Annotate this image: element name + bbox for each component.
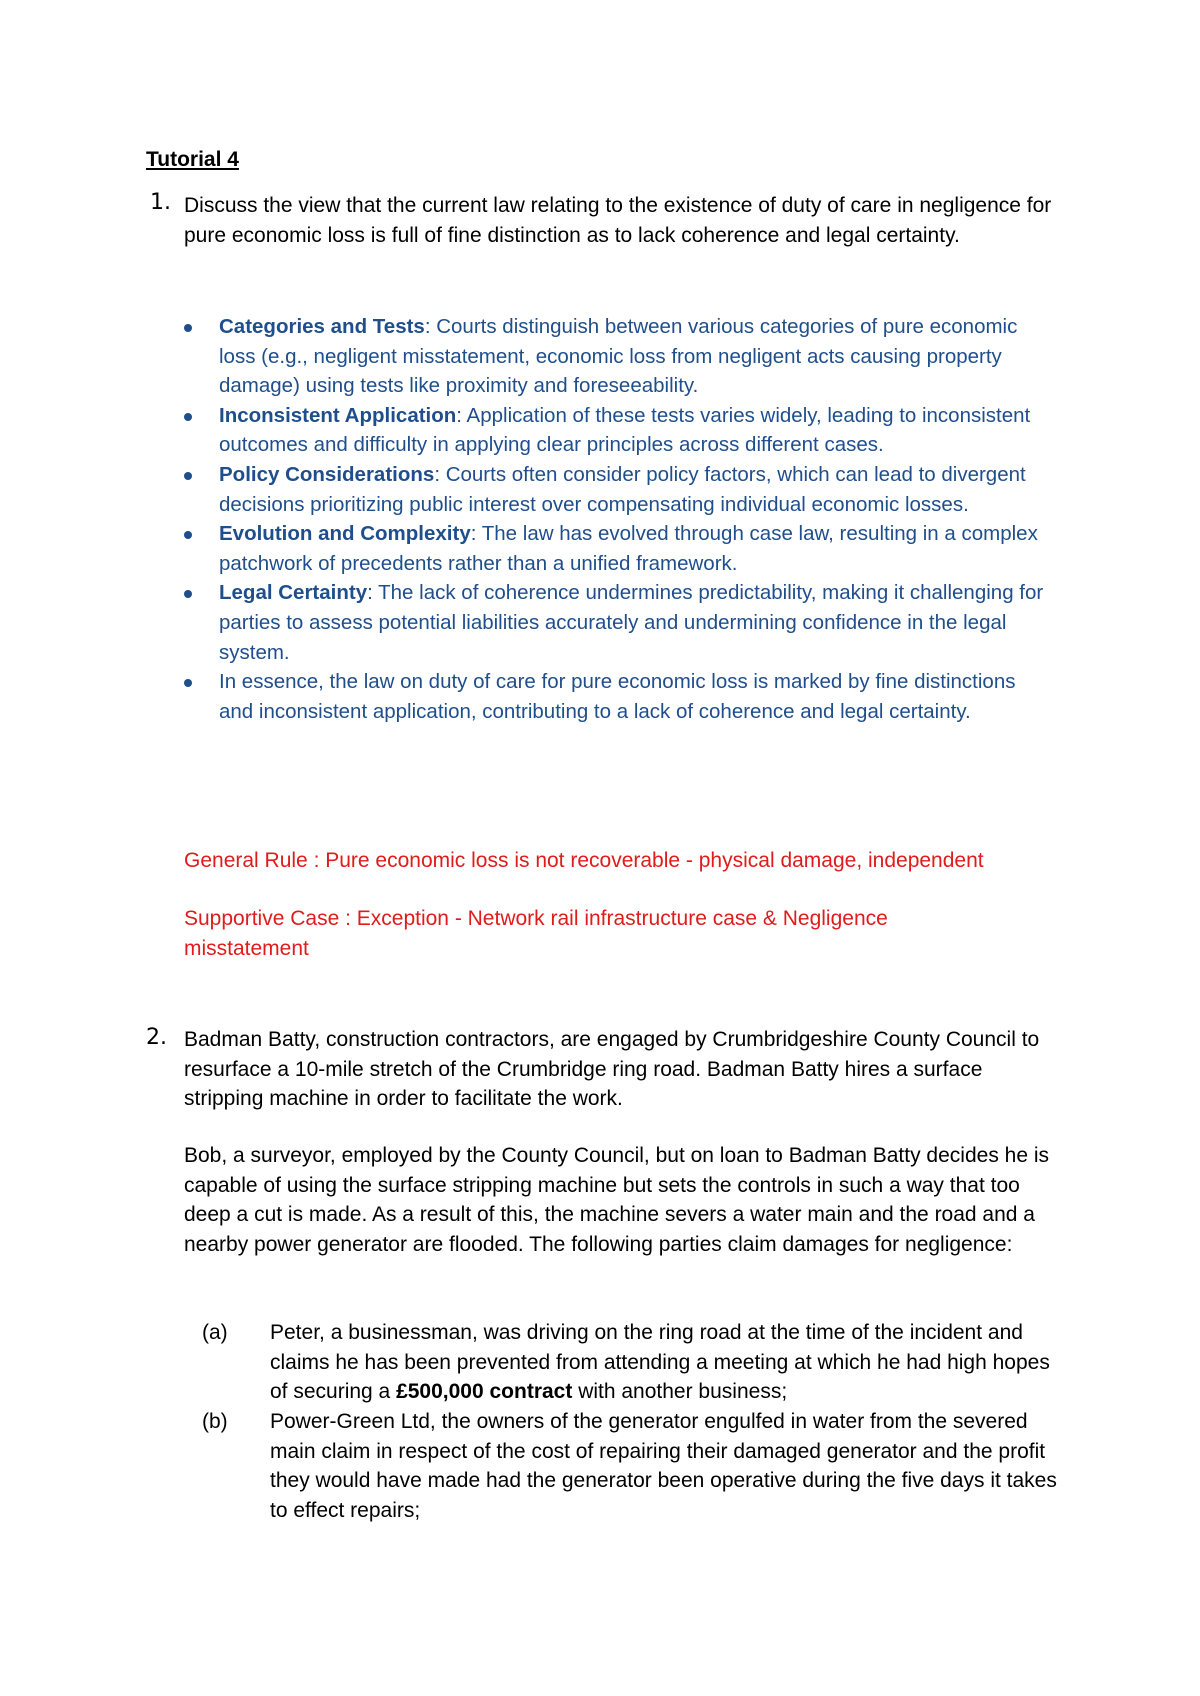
bullet-heading: Evolution and Complexity xyxy=(219,522,471,546)
sub-question-a xyxy=(202,1318,1062,1408)
bullet-text: : Courts often consider policy factors, which can lead to divergent decisions prioritizing public interest over compensating individual economic losses. xyxy=(219,462,1026,516)
bullet-icon xyxy=(184,531,192,539)
bullet-text: : The lack of coherence undermines predictability, making it challenging for parties to assess potential liabilities accurately and undermining confidence in the legal system. xyxy=(219,581,1044,664)
sub-question-label: (a) xyxy=(202,1321,228,1344)
bullet-icon xyxy=(184,472,192,480)
bullet-text: : Application of these tests varies widely, leading to inconsistent outcomes and difficulty in applying clear principles across different cases. xyxy=(219,403,1031,457)
bullet-text: : The law has evolved through case law, resulting in a complex patchwork of precedents rather than a unified framework. xyxy=(219,522,1038,575)
sub-question-a-text: Peter, a businessman, was driving on the ring road at the time of the incident and claims he has been prevented from attending a meeting at which he had high hopes of securing a xyxy=(270,1321,1050,1403)
page-title: Tutorial 4 xyxy=(146,148,239,171)
supportive-case-note: Supportive Case : Exception - Network rail infrastructure case & Negligence misstatement xyxy=(184,907,888,960)
contract-amount: £500,000 contract xyxy=(396,1380,573,1403)
bullet-item xyxy=(184,401,1044,460)
bullet-heading: Policy Considerations xyxy=(219,462,435,486)
bullet-text: : Courts distinguish between various categories of pure economic loss (e.g., negligent misstatement, economic loss from negligent acts causing property damage) using tests like proximity and foreseeability. xyxy=(219,315,1018,398)
bullet-icon xyxy=(184,590,192,598)
bullet-text: In essence, the law on duty of care for pure economic loss is marked by fine distinctions and inconsistent application, contributing to a lack of coherence and legal certainty. xyxy=(219,670,1016,723)
general-rule-note: General Rule : Pure economic loss is not recoverable - physical damage, independent xyxy=(184,849,984,872)
bullet-heading: Inconsistent Application xyxy=(219,403,457,427)
bullet-item xyxy=(184,519,1044,578)
question-1-bullet-list xyxy=(184,312,1044,726)
bullet-icon xyxy=(184,413,192,421)
question-2-intro: Badman Batty, construction contractors, are engaged by Crumbridgeshire County Council to resurface a 10-mile stretch of the Crumbridge ring road. Badman Batty hires a surface stripping machine in order to facilitate the work. xyxy=(184,1028,1040,1110)
bullet-item xyxy=(184,312,1044,401)
bullet-item xyxy=(184,460,1044,519)
question-1-text: Discuss the view that the current law relating to the existence of duty of care in negligence for pure economic loss is full of fine distinction as to lack coherence and legal certainty. xyxy=(184,194,1052,247)
bullet-heading: Categories and Tests xyxy=(219,315,425,338)
sub-question-text xyxy=(270,1318,1060,1407)
question-1-number: 1. xyxy=(150,190,171,215)
sub-question-label: (b) xyxy=(202,1410,228,1433)
sub-question-b xyxy=(202,1407,1062,1527)
bullet-heading: Legal Certainty xyxy=(219,581,368,605)
question-2-facts: Bob, a surveyor, employed by the County Council, but on loan to Badman Batty decides he is capable of using the surface stripping machine but sets the controls in such a way that too deep a cut is made. As a result of this, the machine severs a water main and the road and a nearby power generator are flooded. The following parties claim damages for negligence: xyxy=(184,1144,1050,1256)
bullet-icon xyxy=(184,324,192,332)
bullet-item xyxy=(184,667,1044,726)
sub-question-text: Power-Green Ltd, the owners of the generator engulfed in water from the severed main claim in respect of the cost of repairing their damaged generator and the profit they would have made had the generator been operative during the five days it takes to effect repairs; xyxy=(270,1410,1057,1522)
bullet-item xyxy=(184,578,1044,667)
sub-question-a-text-end: with another business; xyxy=(572,1380,788,1403)
question-2-number: 2. xyxy=(146,1025,167,1050)
bullet-icon xyxy=(184,679,192,687)
